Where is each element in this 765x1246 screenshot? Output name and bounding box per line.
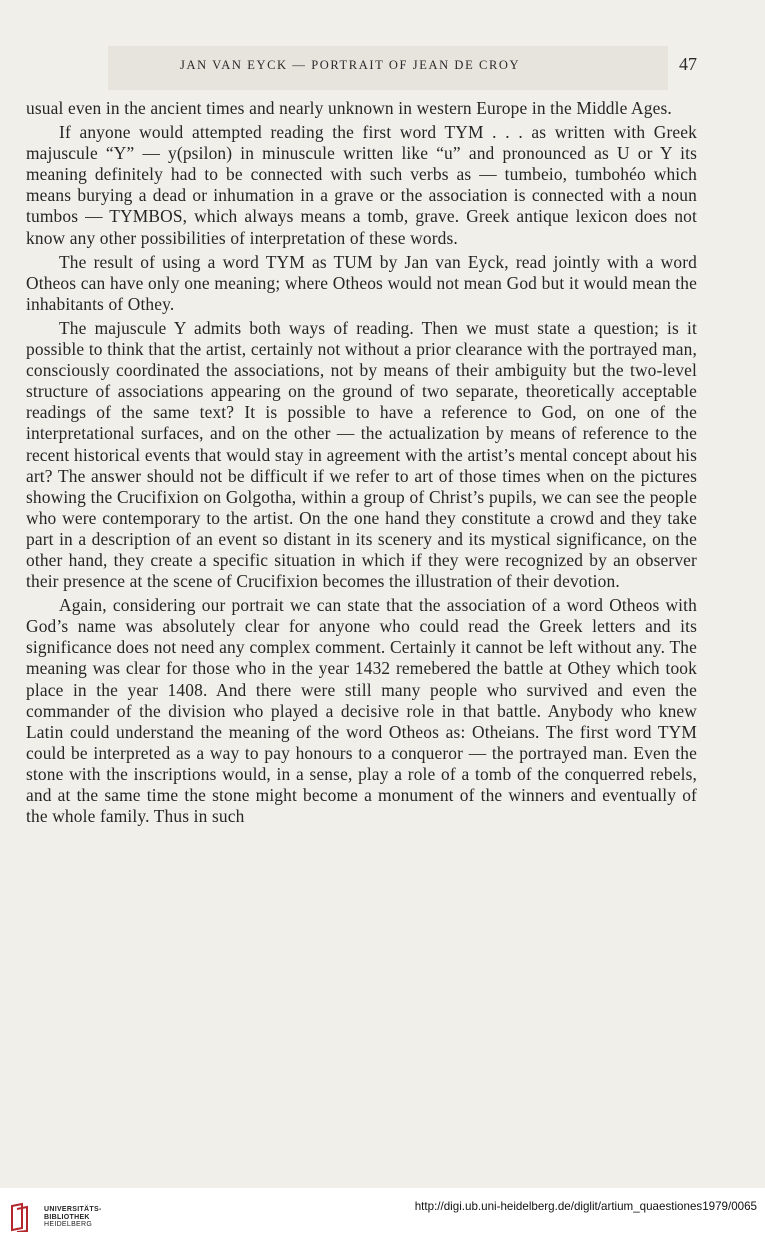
page-number: 47 — [679, 54, 697, 74]
library-name-line: BIBLIOTHEK — [44, 1213, 90, 1221]
library-name-line: HEIDELBERG — [44, 1221, 93, 1229]
paragraph: If anyone would attempted reading the first word TYM . . . as written with Greek majuscule “Y” — y(psilon) in minuscule written like “u” and pronounced as U or Y its meaning definitely had to be connected with such verbs as — tumbeio, tumbohéo which means burying a dead or inhumation in a grave or the association is connected with a noun tumbos — TYMBOS, which always means a tomb, grave. Greek antique lexicon does not know any other possibilities of interpretation of these words. — [26, 122, 697, 248]
digitization-footer — [0, 1188, 765, 1246]
library-name — [44, 1206, 102, 1229]
running-header — [0, 56, 765, 76]
library-logo-icon — [8, 1202, 32, 1232]
body-text — [26, 98, 697, 830]
paragraph: The result of using a word TYM as TUM by Jan van Eyck, read jointly with a word Otheos can have only one meaning; where Otheos would not mean God but it would mean the inhabitants of Othey. — [26, 251, 697, 314]
paragraph: The majuscule Y admits both ways of reading. Then we must state a question; is it possible to think that the artist, certainly not without a prior clearance with the portrayed man, consciously coordinated the associations, not by means of their ambiguity but the two-level structure of associations appearing on the ground of two separate, theoretically acceptable readings of the same text? It is possible to have a reference to God, on one of the interpretational surfaces, and on the other — the actualization by means of reference to the recent historical events that would stay in agreement with the artist’s mental concept about his art? The answer should not be difficult if we refer to art of those times when on the pictures showing the Crucifixion on Golgotha, within a group of Christ’s pupils, we can see the people who were contemporary to the artist. On the one hand they constitute a crowd and they take part in a description of an event so distant in its scenery and its mystical significance, on the other hand, they create a specific situation in which if they were recognized by an observer their presence at the scene of Crucifixion becomes the illustration of their devotion. — [26, 317, 697, 592]
library-name-line: UNIVERSITÄTS- — [44, 1206, 102, 1213]
paragraph: Again, considering our portrait we can state that the association of a word Otheos with God’s name was absolutely clear for anyone who could read the Greek letters and its significance does not need any complex comment. Certainly it cannot be left without any. The meaning was clear for those who in the year 1432 remebered the battle at Othey which took place in the year 1408. And there were still many people who survived and even the commander of the division who played a decisive role in that battle. Anybody who knew Latin could understand the meaning of the word Otheos as: Otheians. The first word TYM could be interpreted as a way to pay honours to a conqueror — the portrayed man. Even the stone with the inscriptions would, in a sense, play a role of a tomb of the conquerred rebels, and at the same time the stone might become a monument of the winners and eventually of the whole family. Thus in such — [26, 595, 697, 827]
source-url-link[interactable]: http://digi.ub.uni-heidelberg.de/diglit/artium_quaestiones1979/0065 — [414, 1200, 757, 1213]
paragraph-continuation: usual even in the ancient times and nearly unknown in western Europe in the Middle Ages. — [26, 98, 672, 118]
running-title: JAN VAN EYCK — PORTRAIT OF JEAN DE CROY — [180, 58, 521, 72]
